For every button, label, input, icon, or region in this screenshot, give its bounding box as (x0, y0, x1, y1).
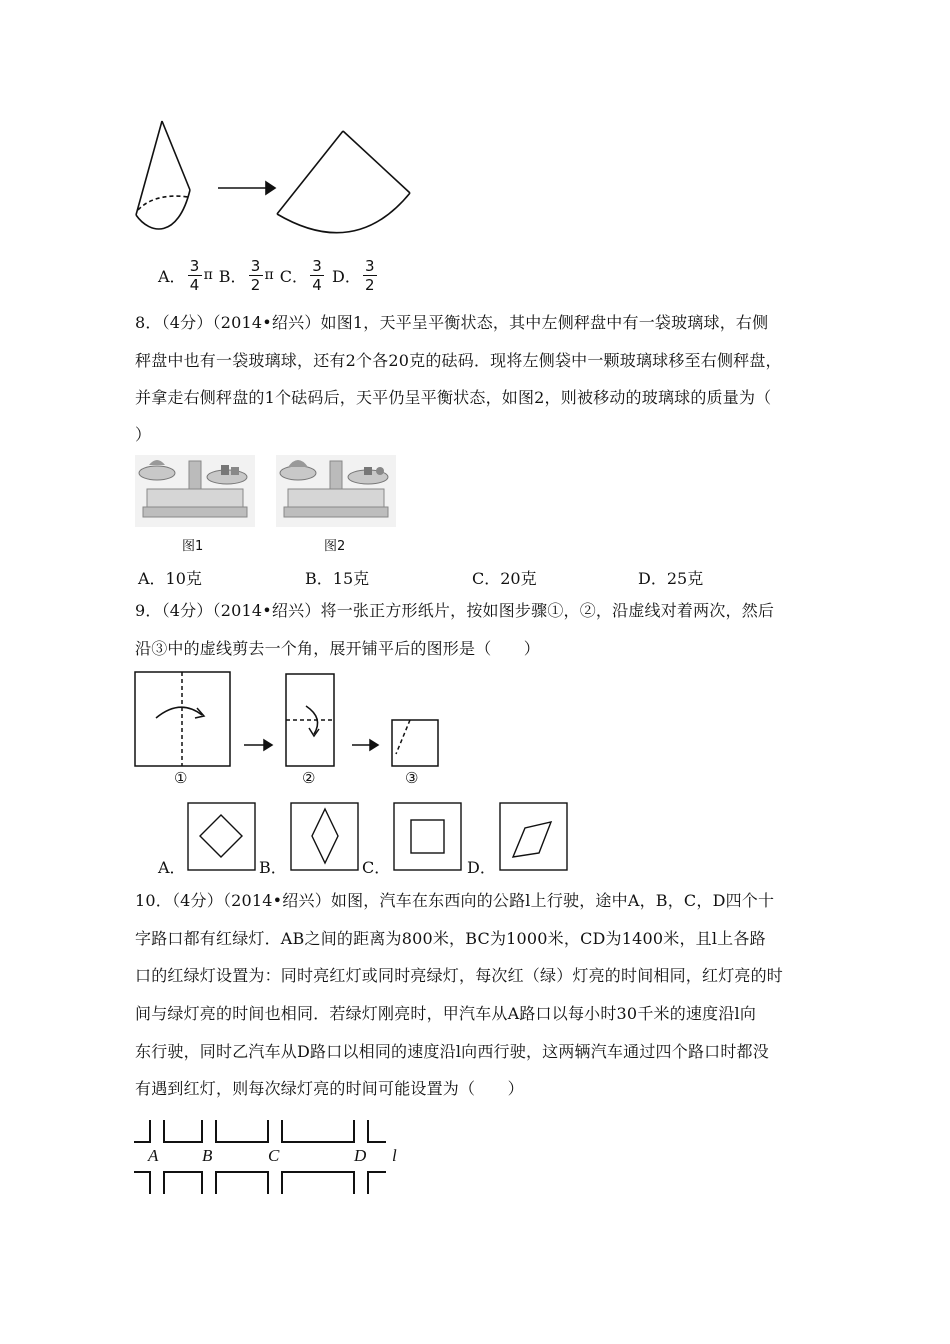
q9-option-b-label: B． (259, 858, 287, 877)
figure-2-caption: 图2 (324, 539, 346, 554)
q9-option-d-label: D． (467, 858, 496, 877)
q8-option-c: C．20克 (472, 569, 537, 588)
paper-folding-steps (134, 670, 444, 770)
figure-1-caption: 图1 (182, 539, 204, 554)
q9-text-line-2: 沿③中的虚线剪去一个角，展开铺平后的图形是（ ） (135, 639, 541, 658)
q8-text-line-2: 秤盘中也有一袋玻璃球，还有2个各20克的砝码．现将左侧袋中一颗玻璃球移至右侧秤盘， (135, 351, 782, 370)
q8-text-line-4: ） (135, 425, 152, 444)
fraction-b: $\frac{3}{2}$ (249, 257, 263, 294)
step-1-label: ① (174, 769, 188, 787)
arrow-right-icon (218, 182, 275, 194)
q10-text-line-4: 间与绿灯亮的时间也相同．若绿灯刚亮时，甲汽车从A路口以每小时30千米的速度沿l向 (135, 1004, 757, 1023)
q10-text-line-1: 10．（4分）（2014•绍兴）如图，汽车在东西向的公路l上行驶，途中A，B，C，D四个十 (135, 891, 775, 910)
arrow-right-icon (244, 740, 272, 750)
step-2-label: ② (302, 769, 316, 787)
option-a-label: A． (158, 266, 186, 286)
option-d-label: D． (331, 266, 361, 286)
q9-text-line-1: 9．（4分）（2014•绍兴）将一张正方形纸片，按如图步骤①，②，沿虚线对着两次，然后 (135, 601, 775, 620)
arrow-right-icon (352, 740, 378, 750)
q10-text-line-2: 字路口都有红绿灯．AB之间的距离为800米，BC为1000米，CD为1400米，且l上各路 (135, 929, 766, 948)
option-c-square-figure (393, 802, 463, 872)
q8-option-b: B．15克 (305, 569, 370, 588)
intersection-label-d: D (354, 1146, 367, 1165)
q10-text-line-5: 东行驶，同时乙汽车从D路口以相同的速度沿l向西行驶，这两辆汽车通过四个路口时都没 (135, 1042, 769, 1061)
q9-option-a-label: A． (158, 858, 186, 877)
option-c-label: C． (279, 266, 308, 286)
q8-text-line-1: 8．（4分）（2014•绍兴）如图1，天平呈平衡状态，其中左侧秤盘中有一袋玻璃球，右侧 (135, 313, 769, 332)
fraction-c: $\frac{3}{4}$ (310, 257, 324, 294)
intersection-label-c: C (268, 1146, 280, 1165)
step-3-square (392, 720, 438, 766)
option-a-diamond-figure (187, 802, 257, 872)
q9-option-c-label: C． (362, 858, 391, 877)
q8-option-d: D．25克 (638, 569, 704, 588)
q7-options (158, 253, 379, 297)
step-1-square (135, 672, 230, 766)
fraction-d: $\frac{3}{2}$ (363, 257, 377, 294)
q8-text-line-3: 并拿走右侧秤盘的1个砝码后，天平仍呈平衡状态，如图2，则被移动的玻璃球的质量为（ (135, 388, 772, 407)
q10-text-line-6: 有遇到红灯，则每次绿灯亮的时间可能设置为（ ） (135, 1079, 524, 1098)
cone-unfold-figure (130, 115, 420, 240)
balance-figure-1 (135, 455, 255, 527)
sector-icon (277, 131, 410, 233)
cone-icon (136, 121, 190, 229)
pi-symbol: π (203, 267, 213, 283)
option-b-rhombus-figure (290, 802, 360, 872)
pi-symbol: π (264, 267, 274, 283)
balance-figure-2 (276, 455, 396, 527)
intersection-label-b: B (202, 1146, 213, 1165)
intersection-label-a: A (148, 1146, 159, 1165)
step-3-label: ③ (405, 769, 419, 787)
option-b-label: B． (218, 266, 247, 286)
fraction-a: $\frac{3}{4}$ (188, 257, 202, 294)
step-2-rectangle (286, 674, 334, 766)
option-d-parallelogram-figure (499, 802, 569, 872)
q10-text-line-3: 口的红绿灯设置为：同时亮红灯或同时亮绿灯，每次红（绿）灯亮的时间相同，红灯亮的时 (135, 966, 784, 985)
q8-option-a: A．10克 (138, 569, 202, 588)
road-label-l: l (392, 1146, 397, 1165)
